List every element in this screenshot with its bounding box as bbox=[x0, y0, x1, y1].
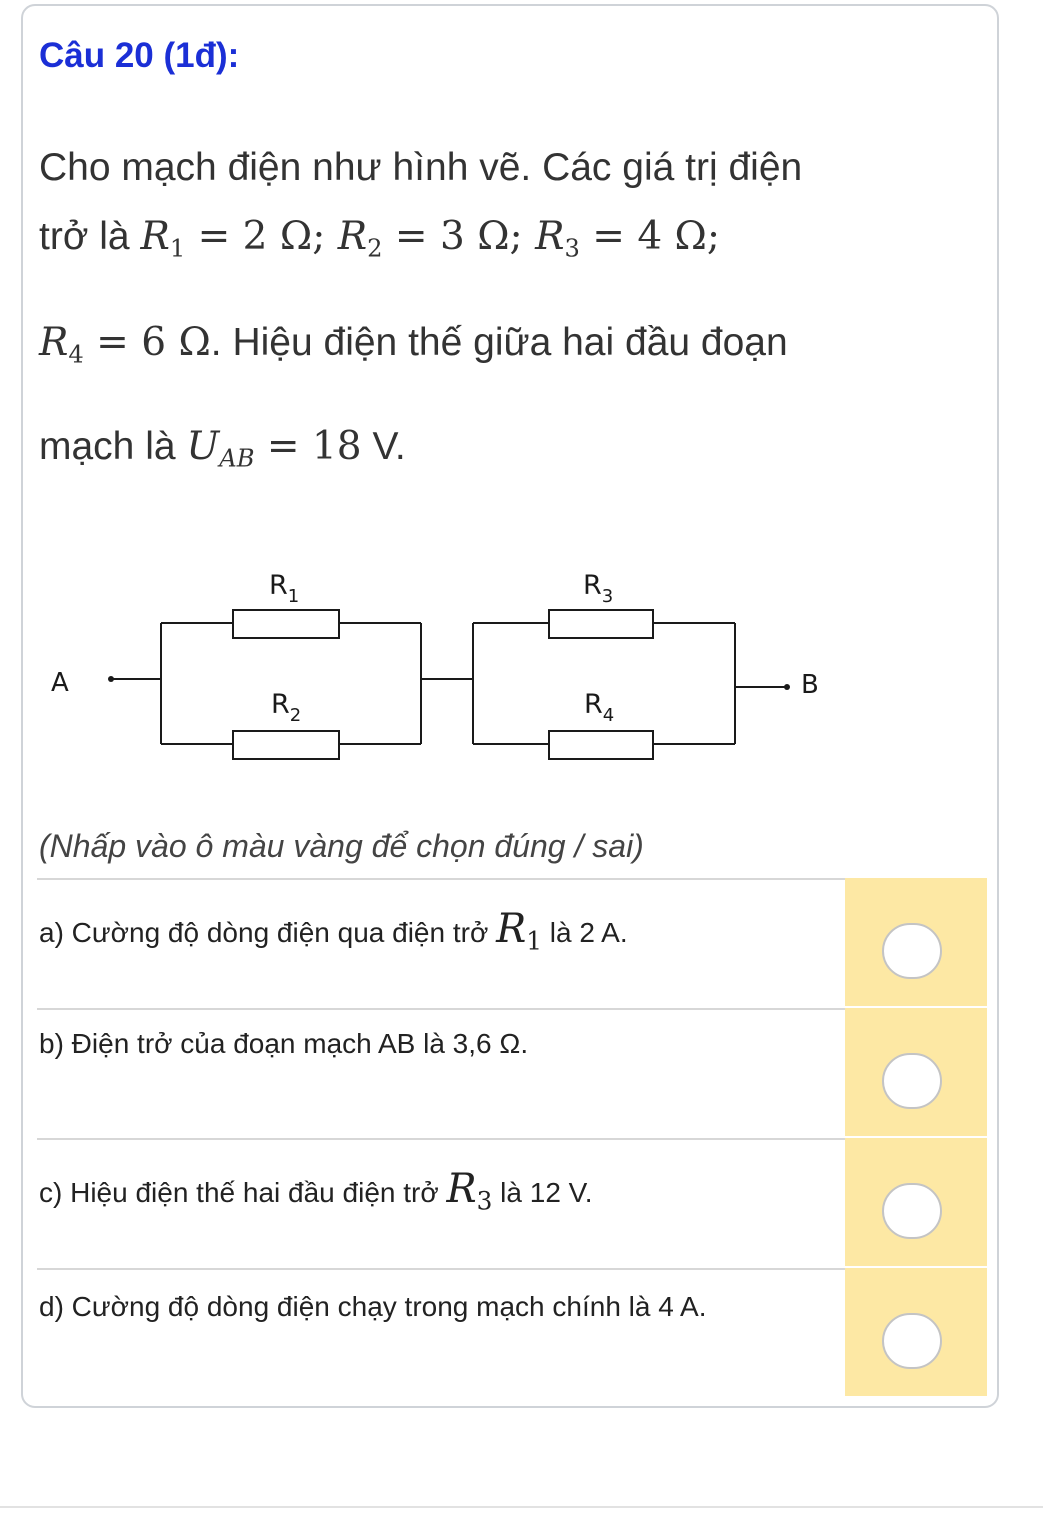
math-r3: $R_3$ bbox=[535, 214, 580, 263]
stem-text: trở là bbox=[39, 215, 141, 258]
answer-box-c[interactable] bbox=[845, 1138, 987, 1266]
stem-text: Cho mạch điện như hình vẽ. Các giá trị điện bbox=[39, 146, 803, 189]
math-r3: $R_3$ bbox=[446, 1166, 493, 1216]
math-r1: $R_1$ bbox=[496, 906, 542, 956]
question-card bbox=[21, 4, 999, 1408]
page-bottom-divider bbox=[0, 1506, 1043, 1508]
math-r1-value: = 2 Ω; bbox=[185, 214, 338, 259]
label-r4: $R_4$ bbox=[584, 689, 615, 726]
answer-box-d[interactable] bbox=[845, 1268, 987, 1396]
label-r3: $R_3$ bbox=[583, 570, 614, 607]
statement-text: c) Hiệu điện thế hai đầu điện trở bbox=[39, 1177, 447, 1208]
true-false-toggle-d[interactable] bbox=[882, 1313, 942, 1369]
true-false-toggle-b[interactable] bbox=[882, 1053, 942, 1109]
circuit-diagram bbox=[43, 561, 843, 781]
label-r2: $R_2$ bbox=[271, 689, 302, 726]
math-r3-value: = 4 Ω; bbox=[579, 214, 721, 259]
question-stem-line-1 bbox=[39, 146, 802, 190]
stem-text: mạch là bbox=[39, 425, 187, 468]
resistor-r1 bbox=[233, 610, 339, 638]
resistor-r2 bbox=[233, 731, 339, 759]
label-node-b: B bbox=[801, 670, 819, 700]
true-false-toggle-c[interactable] bbox=[882, 1183, 942, 1239]
resistor-r3 bbox=[549, 610, 653, 638]
question-stem-line-3 bbox=[39, 320, 788, 368]
math-r1: $R_1$ bbox=[140, 214, 186, 263]
question-title: Câu 20 (1đ): bbox=[39, 36, 240, 75]
question-stem-line-4 bbox=[39, 424, 406, 472]
statement-text: b) Điện trở của đoạn mạch AB là 3,6 Ω. bbox=[39, 1028, 529, 1059]
statement-b bbox=[39, 1028, 528, 1060]
statement-c bbox=[39, 1166, 593, 1215]
statement-text: a) Cường độ dòng điện qua điện trở bbox=[39, 917, 497, 948]
math-uab: $U_{AB}$ bbox=[186, 424, 255, 473]
math-r4-value: = 6 Ω bbox=[83, 320, 211, 365]
node-b-dot bbox=[784, 684, 790, 690]
stem-text: . Hiệu điện thế giữa hai đầu đoạn bbox=[210, 321, 788, 364]
answer-box-b[interactable] bbox=[845, 1008, 987, 1136]
node-a-dot bbox=[108, 676, 114, 682]
true-false-toggle-a[interactable] bbox=[882, 923, 942, 979]
statement-text: d) Cường độ dòng điện chạy trong mạch chính là 4 A. bbox=[39, 1291, 707, 1322]
statement-d bbox=[39, 1291, 707, 1323]
question-stem-line-2 bbox=[39, 214, 720, 262]
math-r4: $R_4$ bbox=[39, 320, 84, 369]
label-node-a: A bbox=[51, 668, 69, 698]
statement-text: là 2 A. bbox=[542, 917, 628, 948]
label-r1: $R_1$ bbox=[269, 570, 300, 607]
statement-text: là 12 V. bbox=[492, 1177, 593, 1208]
answer-box-a[interactable] bbox=[845, 878, 987, 1006]
math-r2: $R_2$ bbox=[337, 214, 383, 263]
stem-unit: V. bbox=[361, 425, 406, 468]
instruction-hint: (Nhấp vào ô màu vàng để chọn đúng / sai) bbox=[39, 828, 644, 864]
resistor-r4 bbox=[549, 731, 653, 759]
math-uab-value: = 18 bbox=[254, 424, 362, 469]
math-r2-value: = 3 Ω; bbox=[382, 214, 536, 259]
statement-a bbox=[39, 906, 628, 955]
